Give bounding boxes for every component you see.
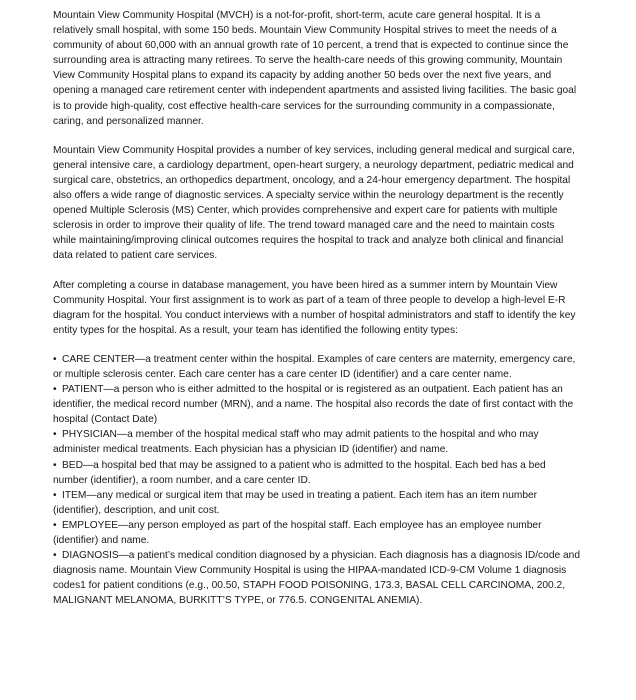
bullet-icon: • <box>53 550 57 562</box>
entity-text: BED—a hospital bed that may be assigned to a patient who is admitted to the hospital. Each bed has a bed number (identifier), a room number, and a care center ID. <box>53 459 546 486</box>
entity-text: PATIENT—a person who is either admitted to the hospital or is registered as an outpatient. Each patient has an identifier, the medical record number (MRN), and a name. The hospital also records the date of first contact with the hospital (Contact Date) <box>53 384 574 426</box>
document-page <box>53 8 580 608</box>
bullet-icon: • <box>53 353 57 365</box>
bullet-icon: • <box>53 429 57 441</box>
paragraph-spacer <box>53 129 580 143</box>
entity-employee <box>53 518 580 548</box>
entity-item <box>53 488 580 518</box>
entity-bed <box>53 458 580 488</box>
assignment-paragraph: After completing a course in database management, you have been hired as a summer intern by Mountain View Community Hospital. Your first assignment is to work as part of a team of three people to develop a high-level E-R diagram for the hospital. You conduct interviews with a number of hospital administrators and staff to identify the key entity types for the hospital. As a result, your team has identified the following entity types: <box>53 279 576 336</box>
entity-type-list <box>53 352 580 609</box>
entity-text: ITEM—any medical or surgical item that may be used in treating a patient. Each item has an item number (identifier), description, and unit cost. <box>53 489 538 516</box>
entity-diagnosis <box>53 548 580 608</box>
entity-text: PHYSICIAN—a member of the hospital medical staff who may admit patients to the hospital and who may administer medical treatments. Each physician has a physician ID (identifier) and name. <box>53 429 539 456</box>
paragraph-spacer <box>53 338 580 352</box>
entity-text: CARE CENTER—a treatment center within the hospital. Examples of care centers are maternity, emergency care, or multiple sclerosis center. Each care center has a care center ID (identifier) and a care center name. <box>53 353 576 380</box>
paragraph-spacer <box>53 264 580 278</box>
bullet-icon: • <box>53 489 57 501</box>
entity-patient <box>53 382 580 427</box>
bullet-icon: • <box>53 384 57 396</box>
entity-care-center <box>53 352 580 382</box>
bullet-icon: • <box>53 519 57 531</box>
entity-text: EMPLOYEE—any person employed as part of the hospital staff. Each employee has an employee number (identifier) and name. <box>53 519 542 546</box>
intro-paragraph: Mountain View Community Hospital (MVCH) is a not-for-profit, short-term, acute care general hospital. It is a relatively small hospital, with some 150 beds. Mountain View Community Hospital strives to meet the needs of a community of about 60,000 with an annual growth rate of 10 percent, a trend that is expected to continue since the surrounding area is attracting many retirees. To serve the health-care needs of this growing community, Mountain View Community Hospital plans to expand its capacity by adding another 50 beds over the next five years, and opening a managed care retirement center with independent apartments and assisted living facilities. The basic goal is to provide high-quality, cost effective health-care services for the surrounding community in a compassionate, caring, and personalized manner. <box>53 10 577 127</box>
bullet-icon: • <box>53 459 57 471</box>
entity-physician <box>53 427 580 457</box>
entity-text: DIAGNOSIS—a patient’s medical condition diagnosed by a physician. Each diagnosis has a diagnosis ID/code and diagnosis name. Mountain View Community Hospital is using the HIPAA-mandated ICD-9-CM Volume 1 diagnosis codes1 for patient conditions (e.g., 00.50, STAPH FOOD POISONING, 173.3, BASAL CELL CARCINOMA, 200.2, MALIGNANT MELANOMA, BURKITT’S TYPE, or 776.5. CONGENITAL ANEMIA). <box>53 550 580 607</box>
services-paragraph: Mountain View Community Hospital provides a number of key services, including general medical and surgical care, general intensive care, a cardiology department, open-heart surgery, a neurology department, pediatric medical and surgical care, obstetrics, an orthopedics department, oncology, and a 24-hour emergency department. The hospital also offers a wide range of diagnostic services. A specialty service within the neurology department is the recently opened Multiple Sclerosis (MS) Center, which provides comprehensive and expert care for patients with multiple sclerosis in order to improve their quality of life. The trend toward managed care and the need to maintain costs while maintaining/improving clinical outcomes requires the hospital to track and analyze both clinical and financial data related to patient care services. <box>53 144 575 262</box>
